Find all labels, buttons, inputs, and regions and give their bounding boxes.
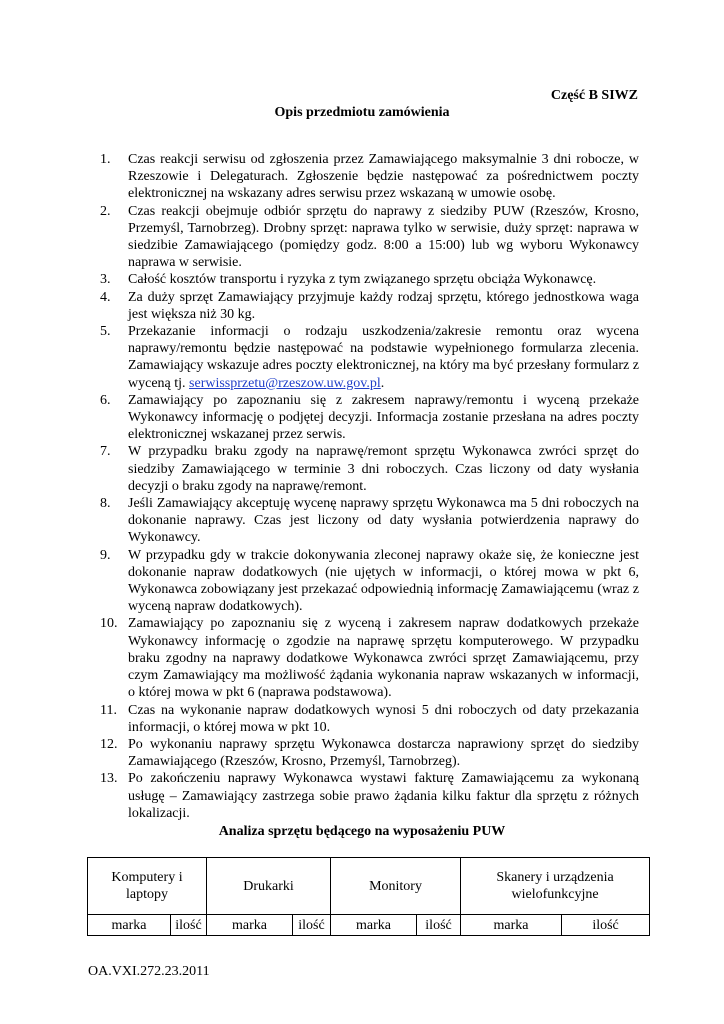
item-text: Jeśli Zamawiający akceptuję wycenę naprawy sprzętu Wykonawca ma 5 dni roboczych na dokonanie naprawy. Czas jest liczony od daty wysłania potwierdzenia naprawy do Wykonawcy. <box>128 496 639 546</box>
item-number: 7. <box>100 444 111 460</box>
item-text: Po zakończeniu naprawy Wykonawca wystawi fakturę Zamawiającemu za wykonaną usługę – Zamawiający zastrzega sobie prawo żądania kilku faktur dla sprzętu z różnych lokalizacji. <box>128 771 639 821</box>
item-text-end: . <box>380 375 385 391</box>
item-number: 8. <box>100 496 111 512</box>
item-text-body: Przekazanie informacji o rodzaju uszkodzenia/zakresie remontu oraz wycena naprawy/remontu będzie następować na podstawie wypełnionego formularza zlecenia. Zamawiający wskazuje adres poczty elektronicznej, na który ma być przesłany formularz z wyceną tj. <box>128 324 639 391</box>
list-item <box>88 495 639 547</box>
item-text: Po wykonaniu naprawy sprzętu Wykonawca dostarcza naprawiony sprzęt do siedziby Zamawiającego (Rzeszów, Krosno, Przemyśl, Tarnobrzeg). <box>128 736 639 770</box>
column-header-monitors: Monitory <box>331 858 461 915</box>
list-item <box>88 323 639 392</box>
requirements-list <box>88 151 639 822</box>
item-text: Za duży sprzęt Zamawiający przyjmuje każdy rodzaj sprzętu, którego jednostkowa waga jest większa niż 30 kg. <box>128 289 639 322</box>
item-text: Czas reakcji serwisu od zgłoszenia przez Zamawiającego maksymalnie 3 dni robocze, w Rzeszowie i Delegaturach. Zgłoszenie będzie następować za pośrednictwem poczty elektronicznej na wskazany adres serwisu przez wskazaną w umowie osobę. <box>128 152 639 202</box>
item-number: 13. <box>100 771 118 787</box>
document-reference: OA.VXI.272.23.2011 <box>88 964 210 979</box>
subheader-brand: marka <box>207 915 293 936</box>
item-text: Zamawiający po zapoznaniu się z zakresem naprawy/remontu i wyceną przekaże Wykonawcy informację o podjętej decyzji. Informacja zostanie przesłana na adres poczty elektronicznej wskazanej przez serwis. <box>128 392 639 443</box>
column-header-printers: Drukarki <box>207 858 331 915</box>
item-number: 6. <box>100 392 111 408</box>
item-number: 5. <box>100 324 111 340</box>
item-text: W przypadku gdy w trakcie dokonywania zleconej naprawy okaże się, że konieczne jest dokonanie napraw dodatkowych (nie ujętych w informacji, o której mowa w pkt 6, Wykonawca zobowiązany jest przekazać odpowiednią informację Zamawiającemu (wraz z wyceną napraw dodatkowych). <box>128 547 639 615</box>
list-item <box>88 547 639 616</box>
analysis-title: Analiza sprzętu będącego na wyposażeniu PUW <box>218 824 506 839</box>
item-number: 11. <box>100 702 117 718</box>
subheader-brand: marka <box>331 915 417 936</box>
list-item <box>88 289 639 323</box>
list-item <box>88 443 639 495</box>
service-email-link[interactable]: serwissprzetu@rzeszow.uw.gov.pl <box>189 375 381 391</box>
item-text: Czas reakcji obejmuje odbiór sprzętu do naprawy z siedziby PUW (Rzeszów, Krosno, Przemyśl, Tarnobrzeg). Drobny sprzęt: naprawa tylko w serwisie, duży sprzęt: naprawa w siedzibie Zamawiającego (pomiędzy godz. 8:00 a 15:00) lub wg wyboru Wykonawcy naprawa w serwisie. <box>128 203 639 271</box>
column-header-scanners: Skanery i urządzenia wielofunkcyjne <box>461 858 650 915</box>
item-text <box>128 323 639 392</box>
item-text: Czas na wykonanie napraw dodatkowych wynosi 5 dni roboczych od daty przekazania informacji, o której mowa w pkt 10. <box>128 702 639 735</box>
page-title: Opis przedmiotu zamówienia <box>274 105 450 120</box>
list-item <box>88 770 639 822</box>
column-header-computers: Komputery i laptopy <box>88 858 207 915</box>
list-item <box>88 271 639 288</box>
item-number: 12. <box>100 736 118 752</box>
table-subheader-row <box>88 915 650 936</box>
item-number: 4. <box>100 289 111 305</box>
item-text: Zamawiający po zapoznaniu się z wyceną i zakresem napraw dodatkowych przekaże Wykonawcy informację o zgodzie na naprawę sprzętu komputerowego. W przypadku braku zgodny na naprawy dodatkowe Wykonawca zwróci sprzęt Zamawiającemu, przy czym Zamawiający ma możliwość żądania wykonania napraw wskazanych w informacji, o której mowa w pkt 6 (naprawa podstawowa). <box>128 616 639 701</box>
item-number: 3. <box>100 272 111 288</box>
list-item <box>88 203 639 272</box>
subheader-brand: marka <box>88 915 171 936</box>
list-item <box>88 392 639 444</box>
list-item <box>88 702 639 736</box>
subheader-quantity: ilość <box>171 915 207 936</box>
item-text: Całość kosztów transportu i ryzyka z tym związanego sprzętu obciąża Wykonawcę. <box>128 272 597 288</box>
section-label: Część B SIWZ <box>550 88 638 103</box>
subheader-quantity: ilość <box>417 915 461 936</box>
subheader-quantity: ilość <box>562 915 650 936</box>
subheader-quantity: ilość <box>293 915 331 936</box>
list-item <box>88 151 639 203</box>
item-number: 1. <box>100 152 111 167</box>
list-item <box>88 615 639 701</box>
table-header-row <box>88 858 650 915</box>
subheader-brand: marka <box>461 915 562 936</box>
equipment-table <box>87 857 650 936</box>
item-text: W przypadku braku zgody na naprawę/remont sprzętu Wykonawca zwróci sprzęt do siedziby Zamawiającego w terminie 3 dni roboczych. Czas liczony od daty wysłania decyzji o braku zgody na naprawę/remont. <box>128 444 639 494</box>
item-number: 9. <box>100 547 111 563</box>
item-number: 10. <box>100 616 118 632</box>
item-number: 2. <box>100 203 111 219</box>
list-item <box>88 736 639 770</box>
